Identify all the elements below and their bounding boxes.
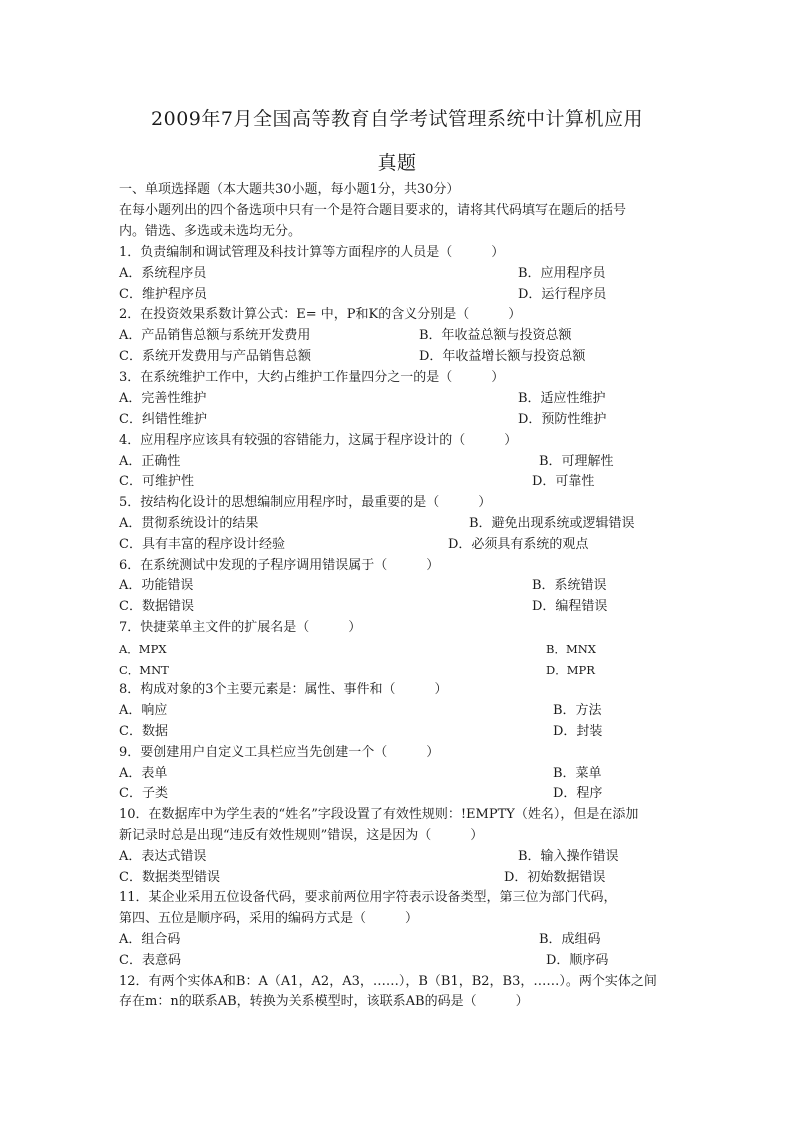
option-b: B．避免出现系统或逻辑错误 [469, 516, 635, 531]
option-a: A．组合码 [119, 932, 181, 947]
option-a: A．正确性 [119, 454, 181, 469]
option-b: B．菜单 [553, 766, 602, 781]
option-a: A．完善性维护 [119, 391, 207, 406]
option-a: A．产品销售总额与系统开发费用 [119, 328, 311, 343]
option-d: D．初始数据错误 [504, 870, 606, 885]
option-d: D．必须具有系统的观点 [448, 537, 589, 552]
option-c: C．数据错误 [119, 599, 194, 614]
option-b: B．成组码 [539, 932, 601, 947]
question-stem: 5．按结构化设计的思想编制应用程序时，最重要的是（ ） [119, 495, 492, 510]
question-stem: 12．有两个实体A和B：A（A1，A2，A3，……），B（B1，B2，B3，……）。两个实体之间 [119, 974, 657, 989]
question-stem: 10．在数据库中为学生表的“姓名”字段设置了有效性规则：!EMPTY（姓名），但是在添加 [119, 807, 639, 822]
option-b: B．可理解性 [539, 454, 614, 469]
instructions: 在每小题列出的四个备选项中只有一个是符合题目要求的，请将其代码填写在题后的括号 [119, 203, 627, 218]
question-stem-continued: 第四、五位是顺序码，采用的编码方式是（ ） [119, 911, 419, 926]
section-heading: 一、单项选择题（本大题共30小题，每小题1分，共30分） [119, 182, 460, 197]
option-b: B．适应性维护 [518, 391, 606, 406]
option-a: A．贯彻系统设计的结果 [119, 516, 259, 531]
option-a: A．功能错误 [119, 578, 194, 593]
option-c: C．表意码 [119, 953, 181, 968]
option-b: B．方法 [553, 703, 602, 718]
option-a: A．表达式错误 [119, 849, 207, 864]
option-b: B．系统错误 [532, 578, 607, 593]
question-stem-continued: 新记录时总是出现“违反有效性规则”错误，这是因为（ ） [119, 828, 484, 843]
option-c: C．维护程序员 [119, 287, 207, 302]
option-d: D．运行程序员 [518, 287, 607, 302]
option-c: C．具有丰富的程序设计经验 [119, 537, 285, 552]
option-b: B．MNX [546, 642, 596, 656]
question-stem: 9．要创建用户自定义工具栏应当先创建一个（ ） [119, 745, 440, 760]
option-a: A．响应 [119, 703, 168, 718]
option-c: C．子类 [119, 786, 168, 801]
page-title-continued: 真题 [377, 152, 417, 174]
option-a: A．系统程序员 [119, 266, 207, 281]
option-b: B．年收益总额与投资总额 [419, 328, 572, 343]
option-d: D．封装 [553, 724, 603, 739]
option-b: B．应用程序员 [518, 266, 606, 281]
question-stem: 11．某企业采用五位设备代码，要求前两位用字符表示设备类型，第三位为部门代码， [119, 890, 617, 905]
option-d: D．可靠性 [532, 474, 595, 489]
option-d: D．程序 [553, 786, 603, 801]
option-d: D．顺序码 [546, 953, 609, 968]
question-stem: 8．构成对象的3个主要元素是：属性、事件和（ ） [119, 682, 448, 697]
question-stem: 2．在投资效果系数计算公式：E= 中，P和K的含义分别是（ ） [119, 307, 522, 322]
option-c: C．可维护性 [119, 474, 194, 489]
page-title: 2009年7月全国高等教育自学考试管理系统中计算机应用 [151, 108, 643, 130]
option-a: A．表单 [119, 766, 168, 781]
option-b: B．输入操作错误 [518, 849, 619, 864]
option-c: C．系统开发费用与产品销售总额 [119, 349, 311, 364]
question-stem: 6．在系统测试中发现的子程序调用错误属于（ ） [119, 558, 440, 573]
option-a: A．MPX [119, 642, 167, 656]
option-c: C．数据类型错误 [119, 870, 220, 885]
question-stem: 3．在系统维护工作中，大约占维护工作量四分之一的是（ ） [119, 370, 505, 385]
option-d: D．编程错误 [532, 599, 608, 614]
option-d: D．MPR [546, 663, 595, 677]
option-d: D．预防性维护 [518, 412, 607, 427]
question-stem: 4．应用程序应该具有较强的容错能力，这属于程序设计的（ ） [119, 433, 518, 448]
question-stem: 7．快捷菜单主文件的扩展名是（ ） [119, 620, 362, 635]
option-c: C．MNT [119, 663, 169, 677]
option-d: D．年收益增长额与投资总额 [419, 349, 586, 364]
question-stem: 1．负责编制和调试管理及科技计算等方面程序的人员是（ ） [119, 245, 505, 260]
option-c: C．数据 [119, 724, 168, 739]
option-c: C．纠错性维护 [119, 412, 207, 427]
question-stem-continued: 存在m：n的联系AB，转换为关系模型时，该联系AB的码是（ ） [119, 994, 529, 1009]
instructions-continued: 内。错选、多选或未选均无分。 [119, 224, 302, 239]
